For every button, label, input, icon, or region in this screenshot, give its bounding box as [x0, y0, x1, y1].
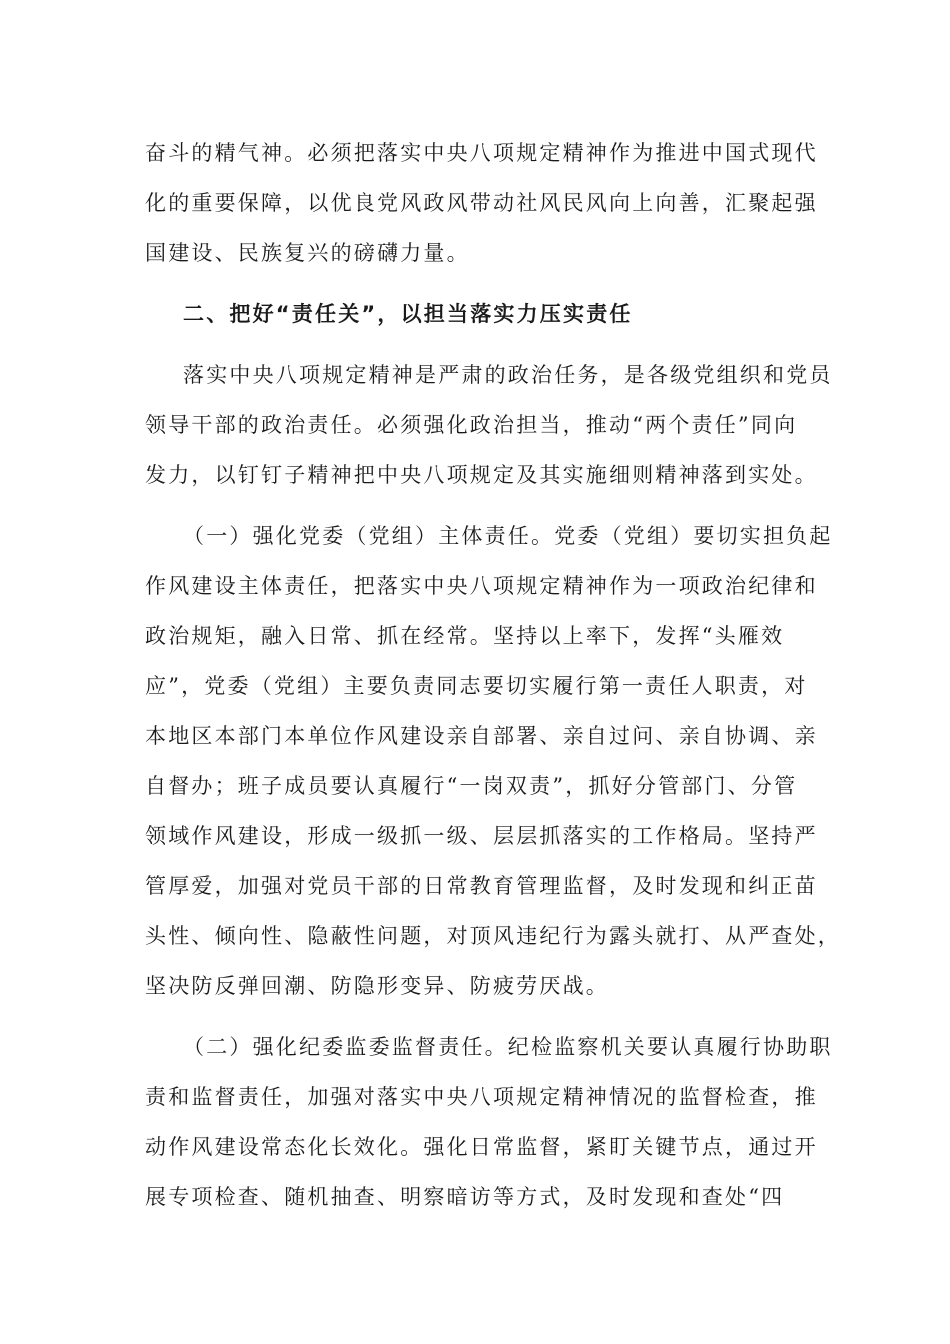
- section-heading-text: 二、把好“责任关”，以担当落实力压实责任: [183, 302, 633, 326]
- text-line: 责和监督责任，加强对落实中央八项规定精神情况的监督检查，推: [145, 1085, 818, 1109]
- text-line: 展专项检查、随机抽查、明察暗访等方式，及时发现和查处“四: [145, 1185, 785, 1209]
- paragraph-intro: [145, 128, 825, 278]
- paragraph-gap: [145, 278, 825, 289]
- paragraph-subsection-one: [145, 511, 841, 1011]
- paragraph-gap: [145, 339, 825, 350]
- text-line: 坚决防反弹回潮、防隐形变异、防疲劳厌战。: [145, 974, 609, 998]
- paragraph-section-intro: [145, 350, 833, 500]
- text-line: 发力，以钉钉子精神把中央八项规定及其实施细则精神落到实处。: [145, 463, 818, 487]
- text-line: （一）强化党委（党组）主体责任。党委（党组）要切实担负起: [183, 524, 833, 548]
- text-line: 化的重要保障，以优良党风政风带动社风民风向上向善，汇聚起强: [145, 191, 818, 215]
- text-line: 动作风建设常态化长效化。强化日常监督，紧盯关键节点，通过开: [145, 1135, 818, 1159]
- paragraph-subsection-two: [145, 1022, 833, 1222]
- text-line: （二）强化纪委监委监督责任。纪检监察机关要认真履行协助职: [183, 1035, 833, 1059]
- text-line: 本地区本部门本单位作风建设亲自部署、亲自过问、亲自协调、亲: [145, 724, 818, 748]
- paragraph-gap: [145, 500, 825, 511]
- text-line: 应”，党委（党组）主要负责同志要切实履行第一责任人职责，对: [145, 674, 808, 698]
- text-line: 管厚爱，加强对党员干部的日常教育管理监督，及时发现和纠正苗: [145, 874, 818, 898]
- document-body: [145, 128, 841, 1222]
- text-line: 领导干部的政治责任。必须强化政治担当，推动“两个责任”同向: [145, 413, 798, 437]
- text-line: 头性、倾向性、隐蔽性问题，对顶风违纪行为露头就打、从严查处，: [145, 924, 841, 948]
- text-line: 落实中央八项规定精神是严肃的政治任务，是各级党组织和党员: [183, 363, 833, 387]
- text-line: 自督办；班子成员要认真履行“一岗双责”，抓好分管部门、分管: [145, 774, 798, 798]
- paragraph-gap: [145, 1011, 825, 1022]
- text-line: 政治规矩，融入日常、抓在经常。坚持以上率下，发挥“头雁效: [145, 624, 785, 648]
- text-line: 作风建设主体责任，把落实中央八项规定精神作为一项政治纪律和: [145, 574, 818, 598]
- text-line: 领域作风建设，形成一级抓一级、层层抓落实的工作格局。坚持严: [145, 824, 818, 848]
- section-heading: [145, 289, 825, 339]
- text-line: 国建设、民族复兴的磅礴力量。: [145, 241, 470, 265]
- text-line: 奋斗的精气神。必须把落实中央八项规定精神作为推进中国式现代: [145, 141, 818, 165]
